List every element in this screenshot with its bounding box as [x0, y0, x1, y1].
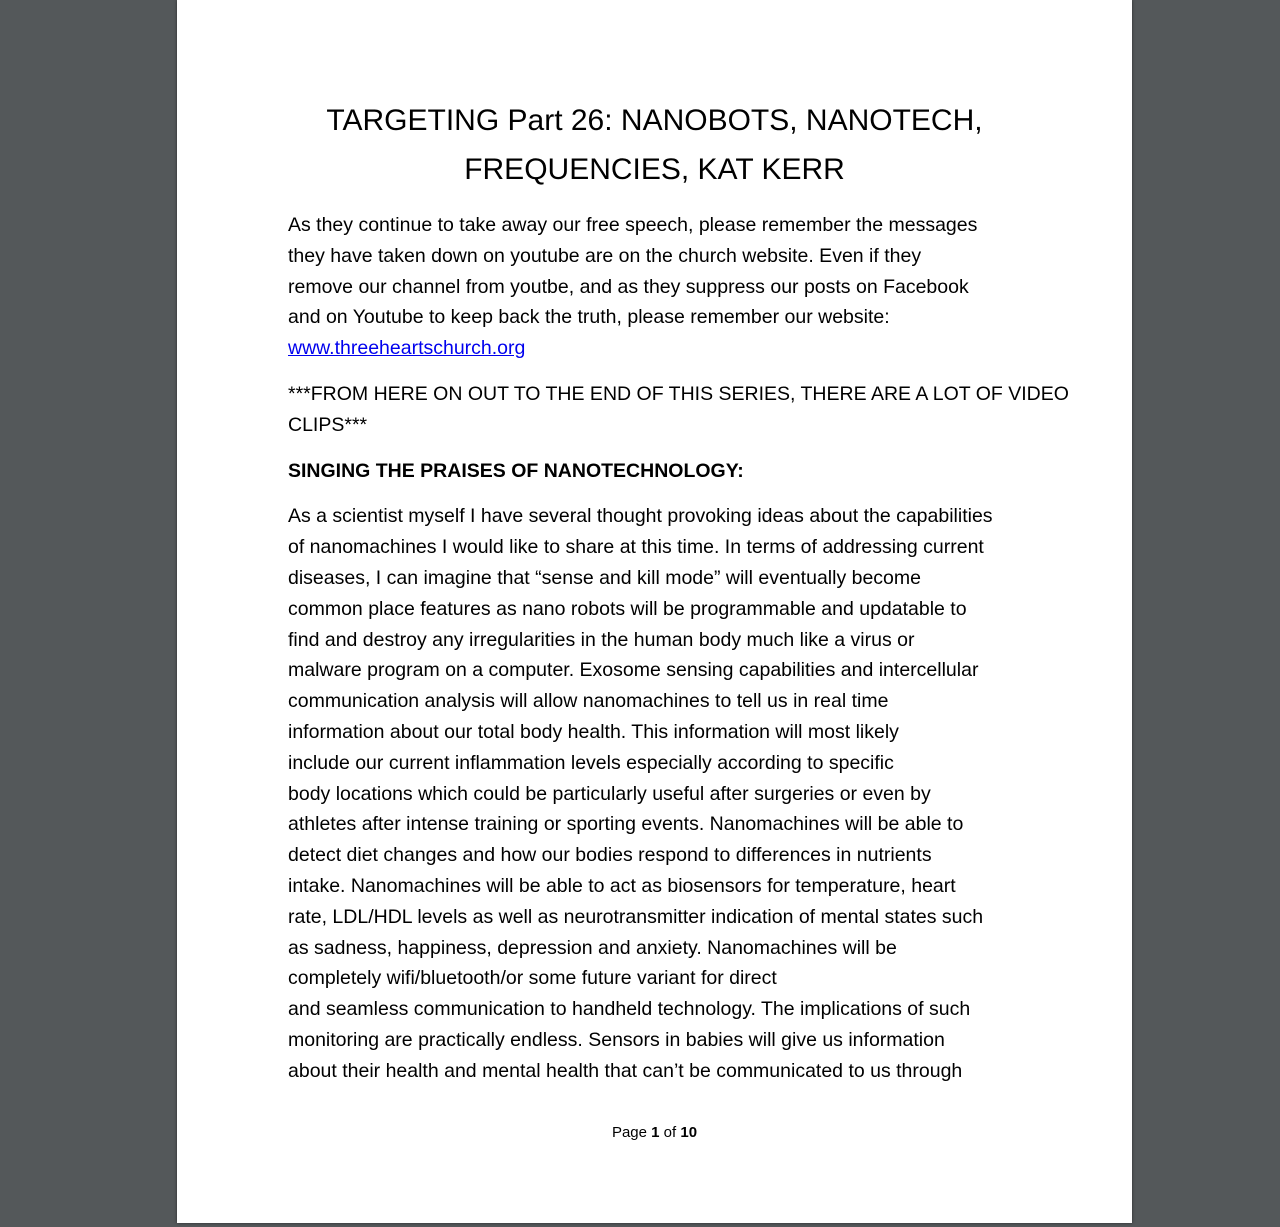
- body-line: communication analysis will allow nanomachines to tell us in real time: [288, 690, 889, 713]
- notice-line: ***FROM HERE ON OUT TO THE END OF THIS SERIES, THERE ARE A LOT OF VIDEO: [288, 382, 1069, 405]
- total-pages-number: 10: [680, 1124, 698, 1141]
- body-line: As a scientist myself I have several thought provoking ideas about the capabilities: [288, 505, 993, 528]
- body-line: of nanomachines I would like to share at this time. In terms of addressing current: [288, 536, 984, 559]
- body-line: common place features as nano robots will be programmable and updatable to: [288, 597, 967, 620]
- body-line: about their health and mental health that can’t be communicated to us through: [288, 1059, 963, 1082]
- body-line: and seamless communication to handheld technology. The implications of such: [288, 998, 971, 1021]
- notice-paragraph: [288, 379, 1069, 441]
- intro-line: and on Youtube to keep back the truth, please remember our website:: [288, 306, 890, 329]
- body-line: include our current inflammation levels especially according to specific: [288, 751, 894, 774]
- document-page: [177, 0, 1132, 1223]
- page-number-footer: [177, 1124, 1132, 1141]
- body-paragraph: [288, 501, 1028, 1086]
- intro-line: they have taken down on youtube are on the church website. Even if they: [288, 244, 922, 267]
- section-heading: SINGING THE PRAISES OF NANOTECHNOLOGY:: [288, 459, 744, 482]
- body-line: detect diet changes and how our bodies respond to differences in nutrients: [288, 844, 932, 867]
- current-page-number: 1: [651, 1124, 660, 1141]
- body-line: athletes after intense training or sporting events. Nanomachines will be able to: [288, 813, 964, 836]
- of-word: of: [663, 1124, 677, 1141]
- page-word: Page: [611, 1124, 647, 1141]
- notice-line: CLIPS***: [288, 413, 368, 436]
- body-line: information about our total body health. This information will most likely: [288, 720, 899, 743]
- intro-line: As they continue to take away our free speech, please remember the messages: [288, 214, 978, 236]
- body-line: monitoring are practically endless. Sensors in babies will give us information: [288, 1028, 945, 1051]
- title-line-2: FREQUENCIES, KAT KERR: [464, 153, 845, 186]
- intro-line: remove our channel from youtbe, and as they suppress our posts on Facebook: [288, 275, 969, 298]
- body-line: as sadness, happiness, depression and anxiety. Nanomachines will be: [288, 936, 897, 959]
- body-line: intake. Nanomachines will be able to act as biosensors for temperature, heart: [288, 874, 956, 897]
- website-link[interactable]: www.threeheartschurch.org: [288, 337, 526, 360]
- body-line: find and destroy any irregularities in the human body much like a virus or: [288, 628, 915, 651]
- document-title: [177, 96, 1132, 194]
- body-line: completely wifi/bluetooth/or some future variant for direct: [288, 967, 777, 990]
- title-line-1: TARGETING Part 26: NANOBOTS, NANOTECH,: [326, 104, 983, 137]
- document-body: [288, 210, 1069, 1102]
- body-line: body locations which could be particularly useful after surgeries or even by: [288, 782, 931, 805]
- intro-paragraph: [288, 210, 1028, 364]
- body-line: malware program on a computer. Exosome sensing capabilities and intercellular: [288, 659, 979, 682]
- body-line: rate, LDL/HDL levels as well as neurotransmitter indication of mental states such: [288, 905, 984, 928]
- body-line: diseases, I can imagine that “sense and kill mode” will eventually become: [288, 566, 921, 589]
